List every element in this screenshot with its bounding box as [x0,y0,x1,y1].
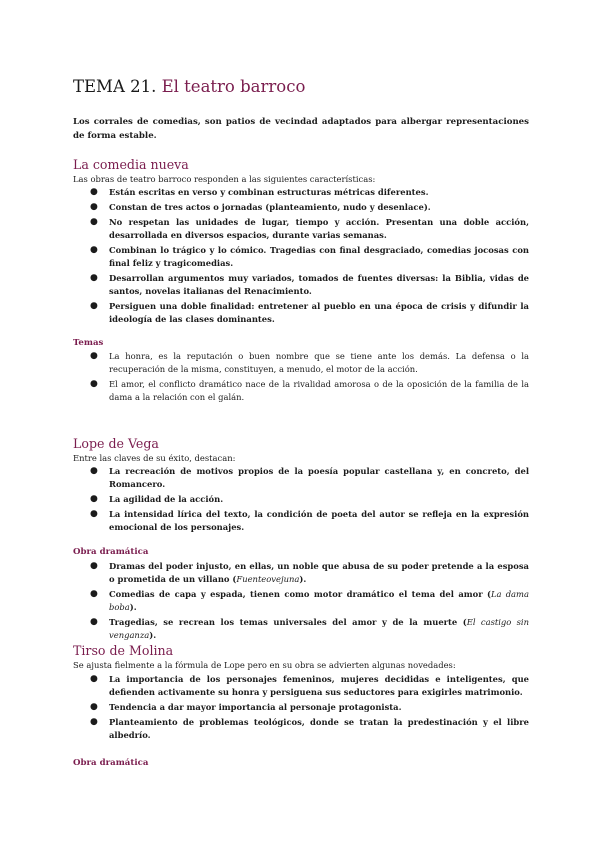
list-item: ● Combinan lo trágico y lo cómico. Tragedias con final desgraciado, comedias jocosas con final feliz y tragicomedias. [90,245,529,269]
list-item: ● La agilidad de la acción. [90,493,224,504]
list-item: ● Tragedias, se recrean los temas universales del amor y de la muerte (El castigo sin venganza). [90,616,529,640]
list-item: ● Planteamiento de problemas teológicos, donde se tratan la predestinación y el libre albedrío. [90,717,529,740]
temas-list [73,350,529,406]
section1-lead: Las obras de teatro barroco responden a las siguientes características: [73,174,376,184]
list-item: ● La honra, es la reputación o buen nombre que se tiene ante los demás. La defensa o la recuperación de la misma, constituyen, a menudo, el motor de la acción. [90,351,529,374]
list-item: ● La importancia de los personajes femeninos, mujeres decididas e inteligentes, que defienden activamente su honra y persiguena sus seductores para exigirles matrimonio. [90,674,529,697]
subheading-obra-dramatica-lope: Obra dramática [73,547,149,557]
list-item: ● Comedias de capa y espada, tienen como motor dramático el tema del amor (La dama boba). [90,588,529,612]
list-item: ● Persiguen una doble finalidad: entretener al pueblo en una época de crisis y difundir la ideología de las clases dominantes. [90,301,529,325]
list-item: ● No respetan las unidades de lugar, tiempo y acción. Presentan una doble acción, desarrollada en diversos espacios, durante varias semanas. [90,217,529,241]
list-item: ● Constan de tres actos o jornadas (planteamiento, nudo y desenlace). [90,202,431,213]
section-heading-comedia-nueva: La comedia nueva [73,157,189,172]
section2-lead: Entre las claves de su éxito, destacan: [73,453,236,463]
lope-works-list [73,560,529,644]
list-item: ● El amor, el conflicto dramático nace de la rivalidad amorosa o de la oposición de la familia de la dama a la relación con el galán. [90,378,529,402]
intro-paragraph: Los corrales de comedias, son patios de vecindad adaptados para albergar representaciones de forma estable. [73,117,529,141]
list-item: ● Dramas del poder injusto, en ellas, un noble que abusa de su poder pretende a la esposa o prometida de un villano (Fuenteovejuna). [90,561,529,584]
section-heading-tirso-de-molina: Tirso de Molina [73,643,174,658]
section2-list [73,465,529,536]
section1-list [73,186,529,328]
section3-list [73,673,529,744]
list-item: ● La recreación de motivos propios de la poesía popular castellana y, en concreto, del Romancero. [90,466,529,489]
page-title [73,77,529,97]
title-prefix: TEMA 21. [73,77,157,96]
subheading-temas: Temas [73,338,104,348]
list-item: ● Están escritas en verso y combinan estructuras métricas diferentes. [90,187,429,197]
list-item: ● Desarrollan argumentos muy variados, tomados de fuentes diversas: la Biblia, vidas de santos, novelas italianas del Renacimiento. [90,273,529,297]
list-item: ● Tendencia a dar mayor importancia al personaje protagonista. [90,701,402,712]
section-heading-lope-de-vega: Lope de Vega [73,436,159,451]
title-accent: El teatro barroco [161,77,306,96]
subheading-obra-dramatica-tirso: Obra dramática [73,758,149,768]
section3-lead: Se ajusta fielmente a la fórmula de Lope pero en su obra se advierten algunas novedades: [73,660,456,670]
list-item: ● La intensidad lírica del texto, la condición de poeta del autor se refleja en la expresión emocional de los personajes. [90,509,529,532]
